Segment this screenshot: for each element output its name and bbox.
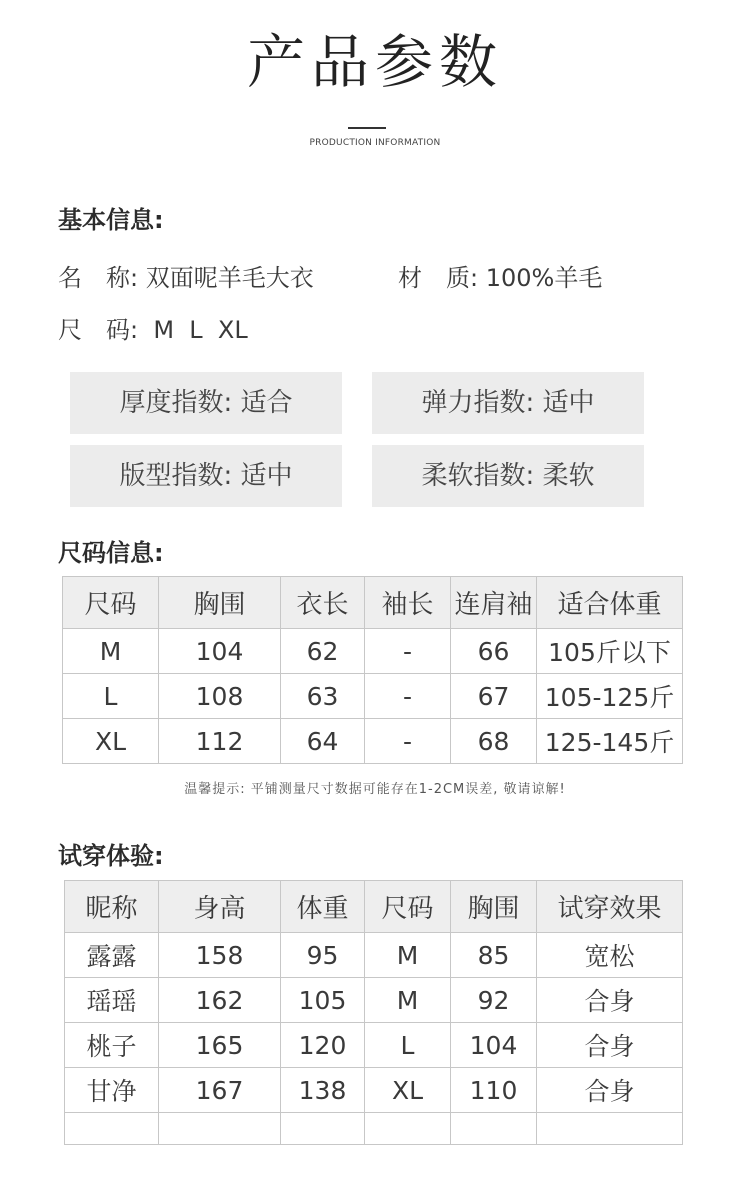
table-cell: 瑶瑶: [65, 978, 159, 1023]
basic-info-heading: 基本信息:: [58, 206, 164, 234]
table-cell: L: [63, 674, 159, 719]
table-cell: 110: [451, 1068, 537, 1113]
table-cell: -: [365, 719, 451, 764]
fit-index: 版型指数: 适中: [70, 445, 342, 507]
weight-col-header: 体重: [281, 881, 365, 933]
size-table: [62, 576, 683, 764]
table-cell: 92: [451, 978, 537, 1023]
table-cell: 68: [451, 719, 537, 764]
size-col-header: 尺码: [365, 881, 451, 933]
table-cell: 合身: [537, 1068, 683, 1113]
table-cell: 162: [159, 978, 281, 1023]
table-cell: XL: [63, 719, 159, 764]
thickness-index: 厚度指数: 适合: [70, 372, 342, 434]
table-cell: 104: [451, 1023, 537, 1068]
table-row-empty: [65, 1113, 683, 1145]
table-cell: 105: [281, 978, 365, 1023]
size-table-header-row: [63, 577, 683, 629]
table-cell: 112: [159, 719, 281, 764]
tryon-heading: 试穿体验:: [58, 842, 164, 870]
height-col-header: 身高: [159, 881, 281, 933]
product-material-line: 材 质: 100%羊毛: [398, 264, 603, 292]
table-row: [63, 674, 683, 719]
table-cell: M: [365, 978, 451, 1023]
table-cell: 95: [281, 933, 365, 978]
weight-col-header: 适合体重: [537, 577, 683, 629]
table-cell: 合身: [537, 978, 683, 1023]
table-cell: 165: [159, 1023, 281, 1068]
table-cell: 67: [451, 674, 537, 719]
table-cell: 85: [451, 933, 537, 978]
table-cell: M: [63, 629, 159, 674]
nickname-col-header: 昵称: [65, 881, 159, 933]
length-col-header: 衣长: [281, 577, 365, 629]
table-row: [63, 719, 683, 764]
table-row: [65, 1068, 683, 1113]
table-cell: 104: [159, 629, 281, 674]
table-row: [63, 629, 683, 674]
table-cell: L: [365, 1023, 451, 1068]
table-cell: 158: [159, 933, 281, 978]
table-cell: 63: [281, 674, 365, 719]
table-cell: 66: [451, 629, 537, 674]
size-info-heading: 尺码信息:: [58, 539, 164, 567]
table-row: [65, 978, 683, 1023]
table-cell: 62: [281, 629, 365, 674]
measurement-note: 温馨提示: 平铺测量尺寸数据可能存在1-2CM误差, 敬请谅解!: [184, 782, 566, 797]
table-cell: 宽松: [537, 933, 683, 978]
product-name-line: 名 称: 双面呢羊毛大衣: [58, 264, 314, 292]
table-row: [65, 933, 683, 978]
table-cell: 合身: [537, 1023, 683, 1068]
chest-col-header: 胸围: [451, 881, 537, 933]
table-cell: 108: [159, 674, 281, 719]
sleeve-col-header: 袖长: [365, 577, 451, 629]
table-cell: 105-125斤: [537, 674, 683, 719]
table-cell: M: [365, 933, 451, 978]
size-col-header: 尺码: [63, 577, 159, 629]
table-cell: 120: [281, 1023, 365, 1068]
title-divider: [348, 127, 386, 129]
softness-index: 柔软指数: 柔软: [372, 445, 644, 507]
tryon-table-header-row: [65, 881, 683, 933]
table-cell: 167: [159, 1068, 281, 1113]
effect-col-header: 试穿效果: [537, 881, 683, 933]
table-cell: 105斤以下: [537, 629, 683, 674]
table-cell: 125-145斤: [537, 719, 683, 764]
table-row: [65, 1023, 683, 1068]
raglan-sleeve-col-header: 连肩袖: [451, 577, 537, 629]
table-cell: -: [365, 629, 451, 674]
table-cell: -: [365, 674, 451, 719]
page-subtitle: PRODUCTION INFORMATION: [309, 138, 441, 148]
table-cell: 甘净: [65, 1068, 159, 1113]
table-cell: 露露: [65, 933, 159, 978]
tryon-table: [64, 880, 683, 1145]
table-cell: 桃子: [65, 1023, 159, 1068]
page-title: 产品参数: [246, 28, 503, 96]
table-cell: 64: [281, 719, 365, 764]
table-cell: XL: [365, 1068, 451, 1113]
product-size-line: 尺 码: M L XL: [58, 316, 248, 344]
elasticity-index: 弹力指数: 适中: [372, 372, 644, 434]
chest-col-header: 胸围: [159, 577, 281, 629]
table-cell: 138: [281, 1068, 365, 1113]
